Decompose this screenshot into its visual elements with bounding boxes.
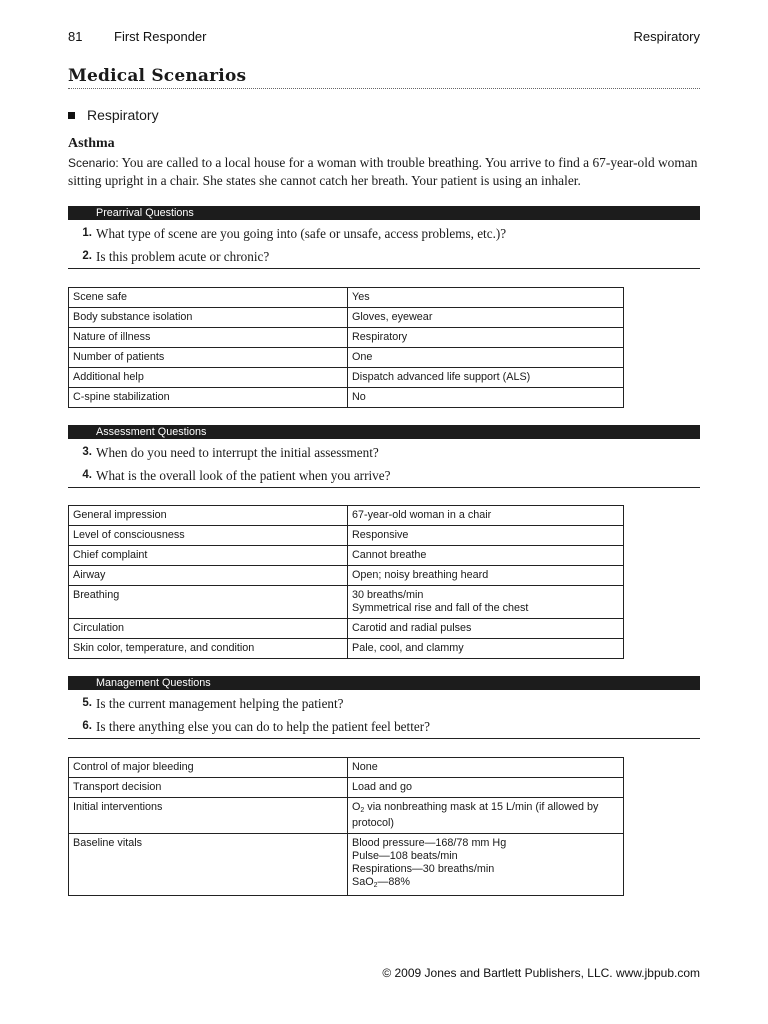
prearrival-questions bbox=[68, 222, 700, 269]
copyright-footer: © 2009 Jones and Bartlett Publishers, LLC. www.jbpub.com bbox=[382, 966, 700, 980]
question-item: 2. Is this problem acute or chronic? bbox=[82, 249, 270, 264]
table-row: Skin color, temperature, and condition Pale, cool, and clammy bbox=[69, 639, 624, 659]
table-row: Nature of illness Respiratory bbox=[69, 328, 624, 348]
page-number: 81 bbox=[68, 29, 83, 44]
square-bullet-icon bbox=[68, 112, 75, 119]
table-row: Scene safe Yes bbox=[69, 288, 624, 308]
table-row: General impression 67-year-old woman in a chair bbox=[69, 506, 624, 526]
table-row: Body substance isolation Gloves, eyewear bbox=[69, 308, 624, 328]
table-row: C-spine stabilization No bbox=[69, 388, 624, 408]
management-table bbox=[68, 757, 624, 896]
question-item: 4. What is the overall look of the patient when you arrive? bbox=[82, 468, 391, 483]
table-row: Airway Open; noisy breathing heard bbox=[69, 566, 624, 586]
assessment-questions bbox=[68, 441, 700, 488]
case-title: Asthma bbox=[68, 136, 115, 151]
section-label: Respiratory bbox=[87, 107, 159, 123]
management-heading: Management Questions bbox=[68, 676, 700, 690]
chapter-name: Respiratory bbox=[633, 29, 700, 44]
table-row: Circulation Carotid and radial pulses bbox=[69, 619, 624, 639]
section-heading bbox=[68, 107, 159, 123]
table-row: Baseline vitals Blood pressure—168/78 mm Hg Pulse—108 beats/min Respirations—30 breaths/min SaO$_2$—88% bbox=[69, 834, 624, 896]
scenario-label: Scenario: bbox=[68, 156, 119, 170]
assessment-table bbox=[68, 505, 624, 659]
table-row: Level of consciousness Responsive bbox=[69, 526, 624, 546]
assessment-heading: Assessment Questions bbox=[68, 425, 700, 439]
book-title: First Responder bbox=[114, 29, 207, 44]
question-item: 3. When do you need to interrupt the initial assessment? bbox=[82, 445, 379, 460]
table-row: Number of patients One bbox=[69, 348, 624, 368]
table-row: Control of major bleeding None bbox=[69, 758, 624, 778]
prearrival-table bbox=[68, 287, 624, 408]
table-row: Chief complaint Cannot breathe bbox=[69, 546, 624, 566]
question-item: 5. Is the current management helping the patient? bbox=[82, 696, 344, 711]
page-title: Medical Scenarios bbox=[68, 66, 247, 86]
question-item: 6. Is there anything else you can do to help the patient feel better? bbox=[82, 719, 430, 734]
table-row: Additional help Dispatch advanced life support (ALS) bbox=[69, 368, 624, 388]
scenario-text: You are called to a local house for a woman with trouble breathing. You arrive to find a 67-year-old woman sitting upright in a chair. She states she cannot catch her breath. Your patient is using an inhaler. bbox=[68, 155, 698, 188]
table-row: Initial interventions $O_2$ via nonbreathing mask at 15 L/min (if allowed by protocol) bbox=[69, 798, 624, 834]
scenario-paragraph bbox=[68, 154, 700, 190]
prearrival-heading: Prearrival Questions bbox=[68, 206, 700, 220]
table-row: Breathing 30 breaths/min Symmetrical rise and fall of the chest bbox=[69, 586, 624, 619]
table-row: Transport decision Load and go bbox=[69, 778, 624, 798]
dotted-divider bbox=[68, 88, 700, 89]
management-questions bbox=[68, 692, 700, 739]
question-item: 1. What type of scene are you going into (safe or unsafe, access problems, etc.)? bbox=[82, 226, 507, 241]
